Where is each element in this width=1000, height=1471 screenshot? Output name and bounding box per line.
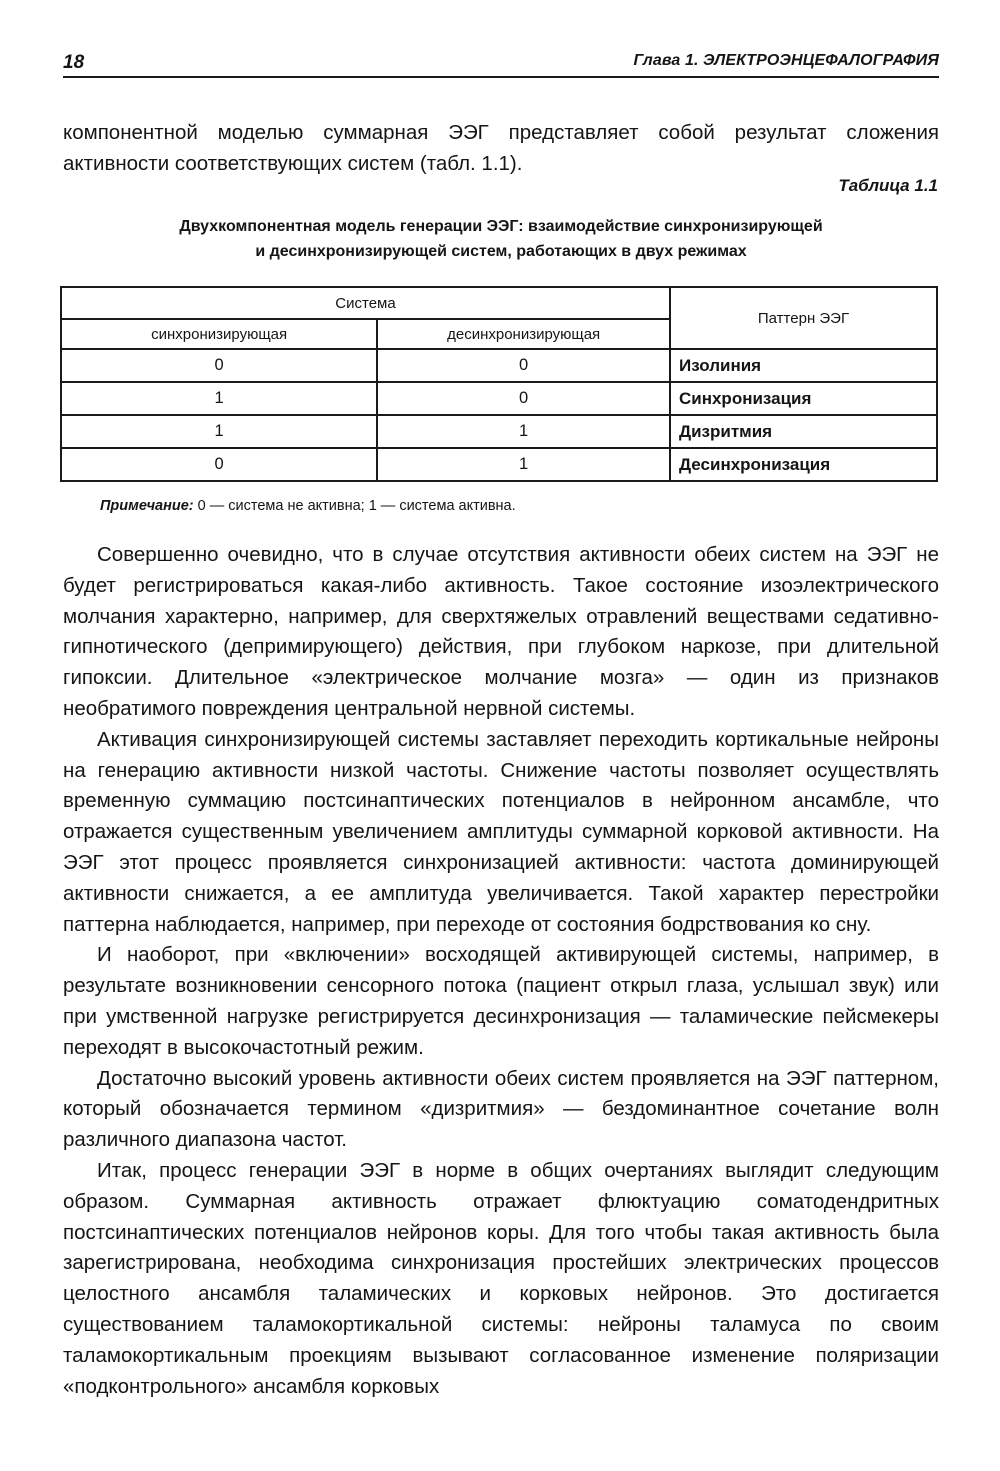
intro-paragraph: компонентной моделью суммарная ЭЭГ представляет собой результат сложения активности соответствующих систем (табл. 1.1).: [63, 121, 939, 175]
cell-sync: 1: [61, 415, 377, 448]
table-row: [61, 349, 937, 382]
body-text: [63, 540, 939, 1402]
cell-desync: 0: [377, 349, 670, 382]
table-row: [61, 382, 937, 415]
cell-sync: 0: [61, 349, 377, 382]
paragraph: И наоборот, при «включении» восходящей активирующей системы, например, в результате возникновении сенсорного потока (пациент открыл глаза, услышал звук) или при умственной нагрузке регистрируется десинхронизация — таламические пейсмекеры переходят в высокочастотный режим.: [63, 943, 939, 1059]
header-desync: десинхронизирующая: [377, 319, 670, 349]
cell-pattern: Десинхронизация: [670, 448, 937, 481]
table-row: [61, 415, 937, 448]
cell-sync: 1: [61, 382, 377, 415]
cell-desync: 1: [377, 415, 670, 448]
header-sync: синхронизирующая: [61, 319, 377, 349]
table-note: [100, 498, 516, 514]
paragraph: Активация синхронизирующей системы заставляет переходить кортикальные нейроны на генерацию активности низкой частоты. Снижение частоты позволяет осуществлять временную суммацию постсинаптических потенциалов в нейронном ансамбле, что отражается существенным увеличением амплитуды суммарной корковой активности. На ЭЭГ этот процесс проявляется синхронизацией активности: частота доминирующей активности снижается, а ее амплитуда увеличивается. Такой характер перестройки паттерна наблюдается, например, при переходе от состояния бодрствования ко сну.: [63, 727, 939, 936]
cell-sync: 0: [61, 448, 377, 481]
paragraph: Итак, процесс генерации ЭЭГ в норме в общих очертаниях выглядит следующим образом. Суммарная активность отражает флюктуацию соматодендритных постсинаптических потенциалов нейронов коры. Для того чтобы такая активность была зарегистрирована, необходима синхронизация простейших электрических процессов целостного ансамбля таламических и корковых нейронов. Это достигается существованием таламокортикальной системы: нейроны таламуса по своим таламокортикальным проекциям вызывают согласованное изменение поляризации «подконтрольного» ансамбля корковых: [63, 1158, 939, 1398]
note-label: Примечание:: [100, 498, 194, 514]
cell-pattern: Синхронизация: [670, 382, 937, 415]
table-row: [61, 448, 937, 481]
table-label: Таблица 1.1: [838, 176, 938, 195]
cell-desync: 0: [377, 382, 670, 415]
chapter-title: Глава 1. ЭЛЕКТРОЭНЦЕФАЛОГРАФИЯ: [633, 52, 939, 69]
table-title-line-1: Двухкомпонентная модель генерации ЭЭГ: взаимодействие синхронизирующей: [179, 218, 823, 235]
cell-desync: 1: [377, 448, 670, 481]
header-pattern: Паттерн ЭЭГ: [670, 287, 937, 349]
note-text: 0 — система не активна; 1 — система активна.: [193, 498, 516, 514]
paragraph: Достаточно высокий уровень активности обеих систем проявляется на ЭЭГ паттерном, который обозначается термином «дизритмия» — бездоминантное сочетание волн различного диапазона частот.: [63, 1066, 939, 1152]
page-header: [63, 46, 939, 78]
cell-pattern: Изолиния: [670, 349, 937, 382]
eeg-model-table: [60, 286, 938, 482]
header-system: Система: [61, 287, 670, 319]
page-number: 18: [63, 52, 85, 73]
paragraph: Совершенно очевидно, что в случае отсутствия активности обеих систем на ЭЭГ не будет регистрироваться какая-либо активность. Такое состояние изоэлектрического молчания характерно, например, для сверхтяжелых отравлений веществами седативно-гипнотического (депримирующего) действия, при глубоком наркозе, при длительной гипоксии. Длительное «электрическое молчание мозга» — один из признаков необратимого повреждения центральной нервной системы.: [63, 543, 939, 720]
cell-pattern: Дизритмия: [670, 415, 937, 448]
table-title: [63, 214, 939, 264]
table-title-line-2: и десинхронизирующей систем, работающих в двух режимах: [255, 243, 747, 260]
